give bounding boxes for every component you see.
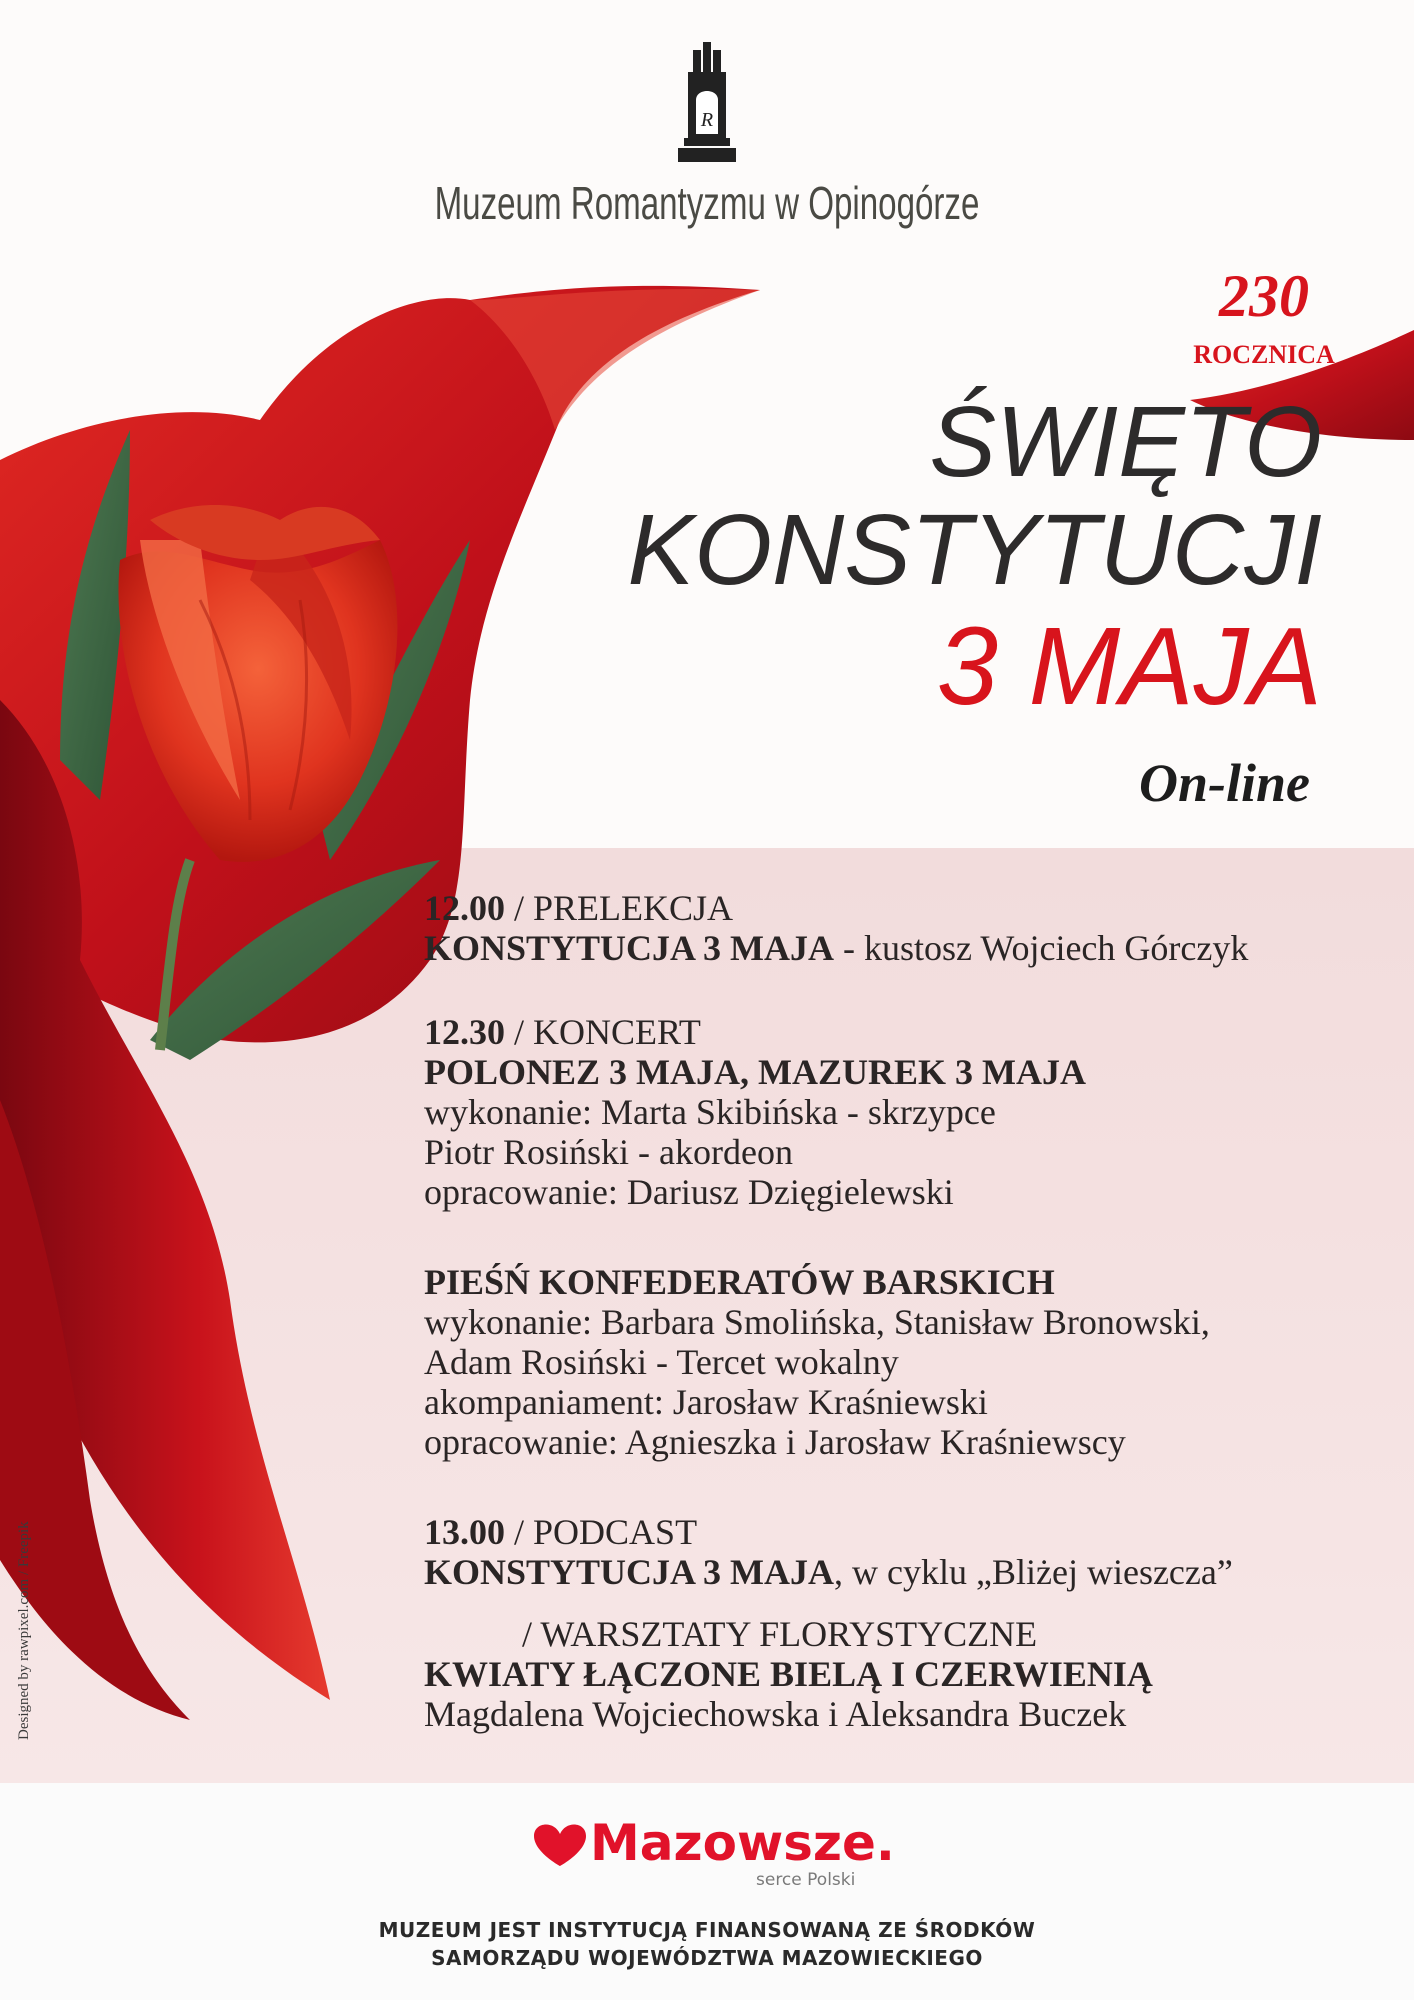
separator: / <box>505 1012 534 1052</box>
event-time: 13.00 <box>424 1512 505 1552</box>
event-type: KONCERT <box>533 1012 701 1052</box>
event-title: PIEŚŃ KONFEDERATÓW BARSKICH <box>424 1262 1055 1302</box>
schedule-item-koncert <box>424 1012 1384 1212</box>
event-detail: , w cyklu „Bliżej wieszcza” <box>834 1552 1233 1592</box>
event-line: opracowanie: Dariusz Dzięgielewski <box>424 1172 954 1212</box>
event-line: wykonanie: Marta Skibińska - skrzypce <box>424 1092 996 1132</box>
event-detail: - kustosz Wojciech Górczyk <box>834 928 1249 968</box>
schedule-item-warsztaty <box>424 1614 1384 1734</box>
funding-line-2: SAMORZĄDU WOJEWÓDZTWA MAZOWIECKIEGO <box>431 1946 983 1970</box>
event-title: KONSTYTUCJA 3 MAJA <box>424 928 835 968</box>
event-line: Adam Rosiński - Tercet wokalny <box>424 1342 899 1382</box>
title-line-3: 3 MAJA <box>936 605 1322 728</box>
event-type: PODCAST <box>533 1512 698 1552</box>
event-title: POLONEZ 3 MAJA, MAZUREK 3 MAJA <box>424 1052 1086 1092</box>
brand-name: Mazowsze. <box>590 1814 895 1872</box>
event-line: akompaniament: Jarosław Kraśniewski <box>424 1382 988 1422</box>
image-credit: Designed by rawpixel.com / Freepik <box>16 1521 32 1740</box>
brand-tagline: serce Polski <box>756 1870 856 1890</box>
event-type: PRELEKCJA <box>533 888 734 928</box>
title-line-2: KONSTYTUCJI <box>627 494 1322 606</box>
schedule-item-podcast <box>424 1512 1384 1592</box>
logo-letter: R <box>700 109 714 131</box>
event-type: / WARSZTATY FLORYSTYCZNE <box>522 1614 1038 1654</box>
museum-name: Muzeum Romantyzmu w Opinogórze <box>434 177 980 229</box>
museum-logo-icon <box>676 42 738 166</box>
separator: / <box>505 1512 534 1552</box>
anniversary-number: 230 <box>1219 263 1309 329</box>
event-time: 12.30 <box>424 1012 505 1052</box>
title-line-1: ŚWIĘTO <box>929 386 1322 498</box>
event-format: On-line <box>1138 753 1310 813</box>
event-title: KONSTYTUCJA 3 MAJA <box>424 1552 835 1592</box>
event-time: 12.00 <box>424 888 505 928</box>
schedule-item-prelekcja <box>424 888 1384 968</box>
separator: / <box>505 888 534 928</box>
event-title: KWIATY ŁĄCZONE BIELĄ I CZERWIENIĄ <box>424 1654 1153 1694</box>
event-line: opracowanie: Agnieszka i Jarosław Kraśniewscy <box>424 1422 1126 1462</box>
event-line: Piotr Rosiński - akordeon <box>424 1132 793 1172</box>
heart-icon <box>534 1824 586 1866</box>
event-line: Magdalena Wojciechowska i Aleksandra Buczek <box>424 1694 1127 1734</box>
anniversary-label: ROCZNICA <box>1193 340 1335 369</box>
funding-line-1: MUZEUM JEST INSTYTUCJĄ FINANSOWANĄ ZE ŚRODKÓW <box>378 1918 1036 1942</box>
event-line: wykonanie: Barbara Smolińska, Stanisław Bronowski, <box>424 1302 1210 1342</box>
schedule-item-piesn <box>424 1262 1384 1462</box>
